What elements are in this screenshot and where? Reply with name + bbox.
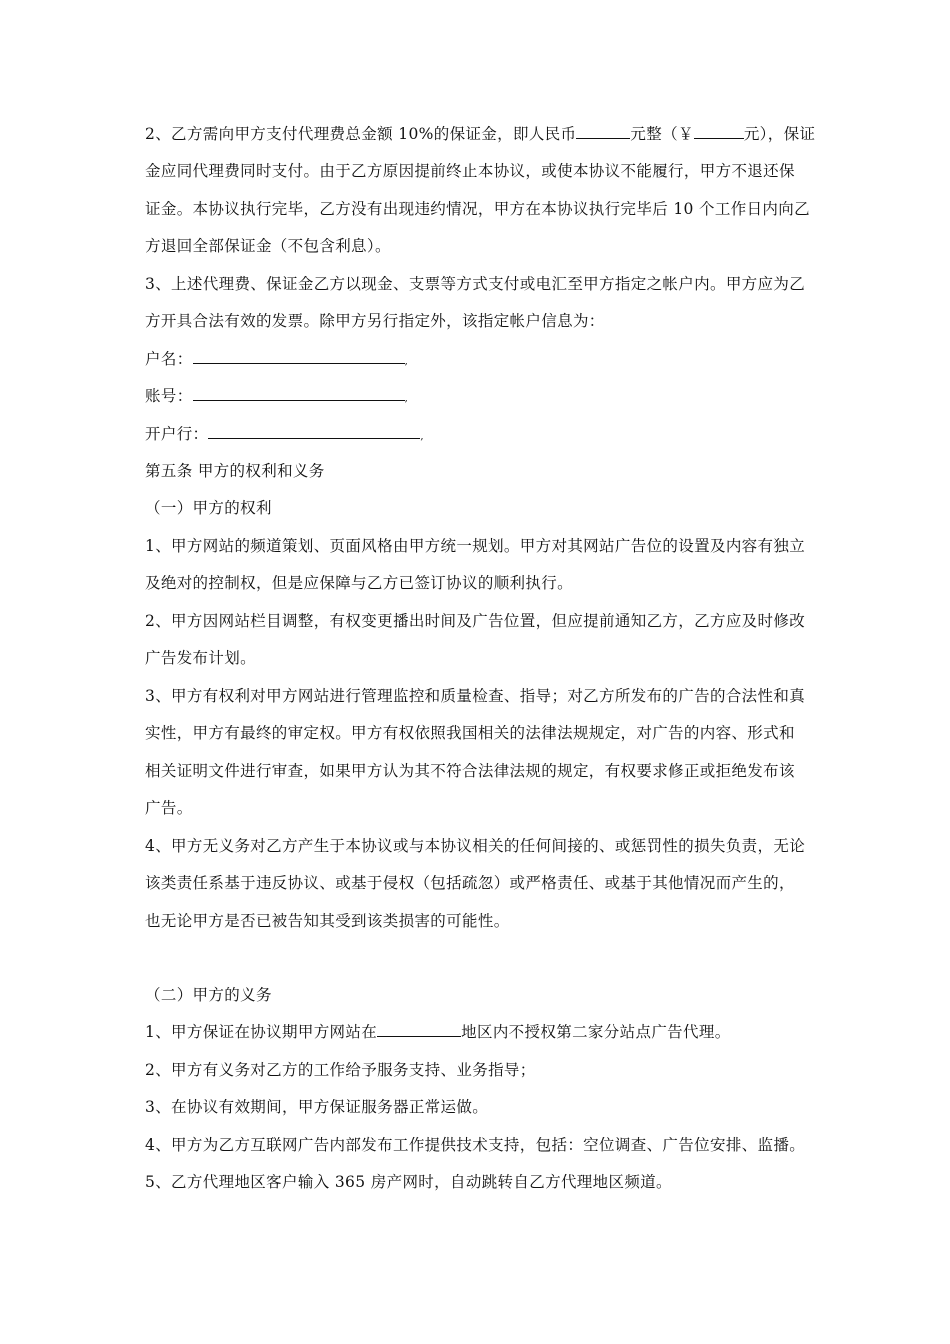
comma: , [404,356,409,367]
deposit-text-part2: 元整（￥ [630,125,694,143]
section-title: 第五条 甲方的权利和义务 [145,462,325,480]
subsection-heading: （二）甲方的义务 [145,986,272,1004]
comma: , [404,393,409,404]
duty-item-1 [145,1022,731,1042]
paragraph-line: 1、甲方网站的频道策划、页面风格由甲方统一规划。甲方对其网站广告位的设置及内容有独立 [145,537,806,555]
comma: , [420,431,424,442]
paragraph-line: 5、乙方代理地区客户输入 365 房产网时，自动跳转自乙方代理地区频道。 [145,1173,672,1191]
paragraph-line: 实性，甲方有最终的审定权。甲方有权依照我国相关的法律法规规定，对广告的内容、形式和 [145,724,795,742]
paragraph-line: 也无论甲方是否已被告知其受到该类损害的可能性。 [145,912,510,930]
paragraph-line: 3、甲方有权利对甲方网站进行管理监控和质量检查、指导；对乙方所发布的广告的合法性和真 [145,687,806,705]
paragraph-line: 4、甲方无义务对乙方产生于本协议或与本协议相关的任何间接的、或惩罚性的损失负责，无论 [145,837,806,855]
paragraph-line: 相关证明文件进行审查，如果甲方认为其不符合法律法规的规定，有权要求修正或拒绝发布该 [145,762,795,780]
paragraph-line: 广告。 [145,799,193,817]
duty-item-1-part2: 地区内不授权第二家分站点广告代理。 [461,1023,731,1041]
paragraph-line [145,124,815,144]
bank-label: 开户行： [145,425,209,443]
deposit-text-part3: 元），保证 [743,125,816,143]
paragraph-line: 证金。本协议执行完毕，乙方没有出现违约情况，甲方在本协议执行完毕后 10 个工作日内向乙 [145,200,810,218]
paragraph-line: 2、甲方因网站栏目调整，有权变更播出时间及广告位置，但应提前通知乙方，乙方应及时修改 [145,612,806,630]
paragraph-line: 方退回全部保证金（不包含利息）。 [145,237,391,255]
subsection-heading: （一）甲方的权利 [145,499,272,517]
deposit-text-part1: 2、乙方需向甲方支付代理费总金额 10%的保证金，即人民币 [145,125,577,143]
paragraph-line: 及绝对的控制权，但是应保障与乙方已签订协议的顺利执行。 [145,574,573,592]
region-blank [377,1022,461,1037]
paragraph-line: 4、甲方为乙方互联网广告内部发布工作提供技术支持，包括：空位调查、广告位安排、监播。 [145,1136,806,1154]
account-number-label: 账号： [145,387,193,405]
bank-blank [208,424,420,439]
paragraph-line: 广告发布计划。 [145,649,256,667]
account-name-label: 户名： [145,350,193,368]
bank-row [145,424,424,447]
account-number-row [145,386,408,409]
deposit-amount-blank [576,124,630,139]
paragraph-line: 方开具合法有效的发票。除甲方另行指定外，该指定帐户信息为： [145,312,605,330]
paragraph-line: 3、在协议有效期间，甲方保证服务器正常运做。 [145,1098,489,1116]
paragraph-line: 3、上述代理费、保证金乙方以现金、支票等方式支付或电汇至甲方指定之帐户内。甲方应为乙 [145,275,806,293]
account-number-blank [193,386,405,401]
deposit-yuan-blank [694,124,744,139]
paragraph-line: 金应同代理费同时支付。由于乙方原因提前终止本协议，或使本协议不能履行，甲方不退还保 [145,162,795,180]
duty-item-1-part1: 1、甲方保证在协议期甲方网站在 [145,1023,378,1041]
paragraph-line: 2、甲方有义务对乙方的工作给予服务支持、业务指导； [145,1061,536,1079]
account-name-blank [193,349,405,364]
paragraph-line: 该类责任系基于违反协议、或基于侵权（包括疏忽）或严格责任、或基于其他情况而产生的， [145,874,795,892]
account-name-row [145,349,408,372]
